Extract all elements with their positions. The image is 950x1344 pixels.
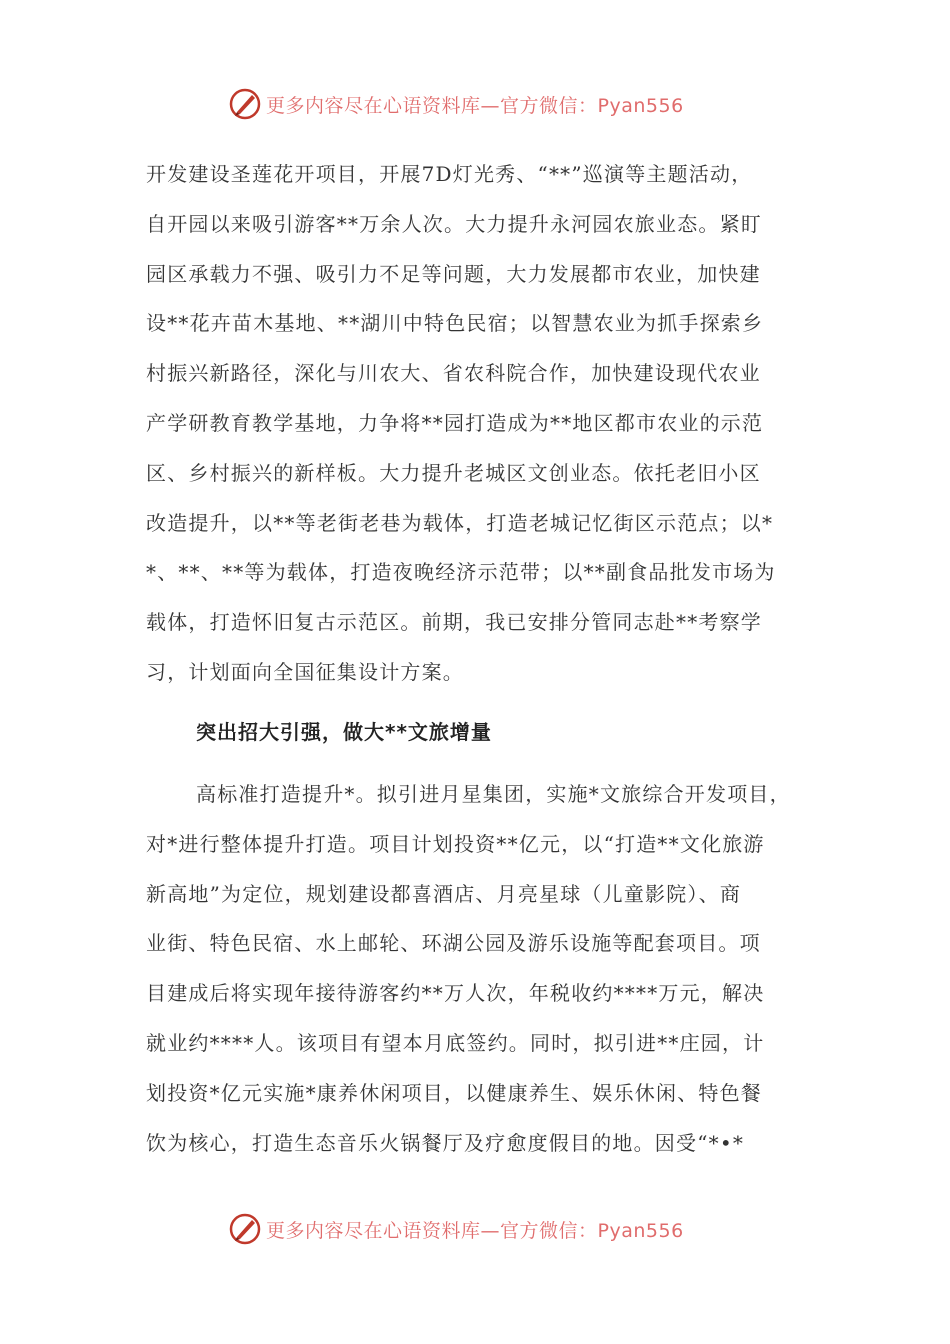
- text-line: 目建成后将实现年接待游客约**万人次，年税收约****万元，解决: [146, 981, 765, 1006]
- watermark-text: 更多内容尽在心语资料库—官方微信：Pyan556: [266, 94, 684, 117]
- text-line: 园区承载力不强、吸引力不足等问题，大力发展都市农业，加快建: [146, 261, 761, 286]
- text-line: 就业约****人。该项目有望本月底签约。同时，拟引进**庄园，计: [146, 1030, 765, 1055]
- text-line: 开发建设圣莲花开项目，开展7D灯光秀、“**”巡演等主题活动，: [146, 162, 753, 186]
- pen-circle-icon: [228, 87, 262, 121]
- text-line: 高标准打造提升*。拟引进月星集团，实施*文旅综合开发项目，: [196, 782, 791, 806]
- text-line: 业街、特色民宿、水上邮轮、环湖公园及游乐设施等配套项目。项: [146, 931, 761, 956]
- text-line: 载体，打造怀旧复古示范区。前期，我已安排分管同志赴**考察学: [146, 610, 762, 635]
- text-line: 区、乡村振兴的新样板。大力提升老城区文创业态。依托老旧小区: [146, 460, 761, 485]
- text-line: 新高地”为定位，规划建设都喜酒店、月亮星球（儿童影院）、商: [146, 881, 742, 906]
- pen-circle-icon: [228, 1212, 262, 1246]
- header-watermark: [228, 86, 684, 122]
- footer-watermark: [228, 1211, 684, 1247]
- document-body-2: [146, 770, 806, 1168]
- document-body: [146, 150, 806, 698]
- text-line: 划投资*亿元实施*康养休闲项目，以健康养生、娱乐休闲、特色餐: [146, 1080, 762, 1105]
- text-line: 饮为核心，打造生态音乐火锅餐厅及疗愈度假目的地。因受“*•*: [146, 1130, 745, 1155]
- text-line: 村振兴新路径，深化与川农大、省农科院合作，加快建设现代农业: [146, 361, 761, 386]
- paragraph: [146, 150, 806, 698]
- text-line: 对*进行整体提升打造。项目计划投资**亿元，以“打造**文化旅游: [146, 831, 765, 856]
- paragraph: [146, 770, 806, 1168]
- text-line: 产学研教育教学基地，力争将**园打造成为**地区都市农业的示范: [146, 410, 764, 435]
- text-line: 习，计划面向全国征集设计方案。: [146, 659, 464, 684]
- text-line: 设**花卉苗木基地、**湖川中特色民宿；以智慧农业为抓手探索乡: [146, 311, 764, 336]
- text-line: *、**、**等为载体，打造夜晚经济示范带；以**副食品批发市场为: [146, 560, 776, 585]
- text-line: 改造提升，以**等老街老巷为载体，打造老城记忆街区示范点；以*: [146, 510, 774, 535]
- section-heading: 突出招大引强，做大**文旅增量: [196, 720, 492, 744]
- watermark-text: 更多内容尽在心语资料库—官方微信：Pyan556: [266, 1219, 684, 1242]
- text-line: 自开园以来吸引游客**万余人次。大力提升永河园农旅业态。紧盯: [146, 211, 762, 236]
